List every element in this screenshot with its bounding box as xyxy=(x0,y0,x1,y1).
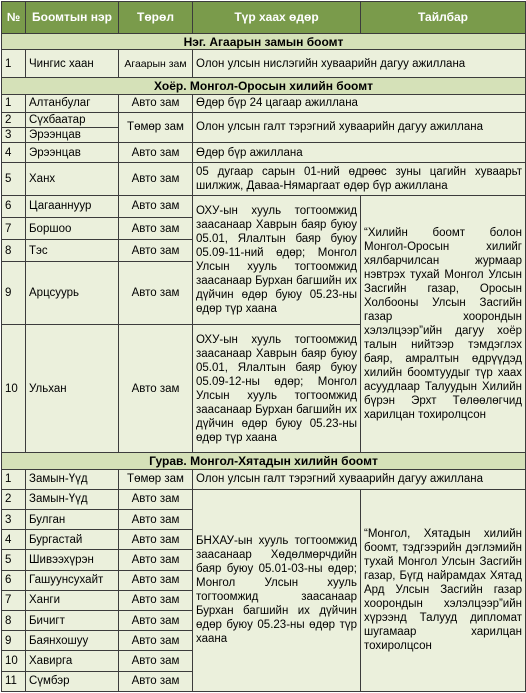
header-note: Тайлбар xyxy=(361,2,526,34)
row-time: Өдөр бүр 24 цагаар ажиллана xyxy=(193,94,526,112)
table-row xyxy=(2,143,526,163)
row-name: Шивээхүрэн xyxy=(26,550,119,570)
row-type: Авто зам xyxy=(119,143,193,163)
row-type: Авто зам xyxy=(119,509,193,529)
section-title: Нэг. Агаарын замын боомт xyxy=(2,34,526,50)
row-time: Олон улсын галт тэрэгний хуваарийн дагуу ажиллана xyxy=(193,112,526,142)
row-type: Авто зам xyxy=(119,163,193,195)
row-type: Авто зам xyxy=(119,489,193,509)
row-time: БНХАУ-ын хууль тогтоомжид заасанаар Хөдөлмөрчдийн баяр буюу 05.01-03-ны өдөр; Монгол Улсын хууль тогтоомжид заасанаар Бурхан багшийн их дүйчин өдөр буюу 05.23-ны өдөр түр хаана xyxy=(193,489,361,691)
note-china: “Монгол, Хятадын хилийн боомт, тэдгээрийн дэглэмийн тухай Монгол Улсын Засгийн газар, Бүгд найрамдах Хятад Ард Улсын Засгийн газар хоорондын хэлэлцээр”ийн хүрээнд Талууд дипломат шугамаар харилцан тохиролцсон xyxy=(361,489,526,691)
row-name: Ханги xyxy=(26,590,119,610)
row-name: Сүмбэр xyxy=(26,671,119,691)
row-no: 4 xyxy=(2,530,26,550)
row-name: Цагааннуур xyxy=(26,195,119,217)
row-no: 9 xyxy=(2,631,26,651)
row-type: Авто зам xyxy=(119,611,193,631)
row-no: 10 xyxy=(2,651,26,671)
row-name: Сүхбаатар xyxy=(26,112,119,127)
header-type: Төрөл xyxy=(119,2,193,34)
row-no: 10 xyxy=(2,325,26,453)
row-type: Авто зам xyxy=(119,217,193,239)
row-name: Ханх xyxy=(26,163,119,195)
row-no: 3 xyxy=(2,509,26,529)
row-time: ОХУ-ын хууль тогтоомжид заасанаар Хаврын баяр буюу 05.01, Ялалтын баяр буюу 05.09-11-ний өдөр; Монгол Улсын хууль тогтоомжид заасанаар Бурхан багшийн их дүйчин өдөр буюу 05.23-ны өдөр түр хаана xyxy=(193,195,361,324)
table-row xyxy=(2,163,526,195)
row-type: Авто зам xyxy=(119,240,193,262)
row-no: 5 xyxy=(2,163,26,195)
row-no: 6 xyxy=(2,570,26,590)
row-type: Авто зам xyxy=(119,262,193,325)
row-name: Бургастай xyxy=(26,530,119,550)
row-name: Гашуунсухайт xyxy=(26,570,119,590)
row-type: Авто зам xyxy=(119,550,193,570)
row-no: 11 xyxy=(2,671,26,691)
row-no: 6 xyxy=(2,195,26,217)
section-title: Гурав. Монгол-Хятадын хилийн боомт xyxy=(2,453,526,469)
row-type: Авто зам xyxy=(119,570,193,590)
row-time: 05 дугаар сарын 01-ний өдрөөс зуны цагийн хуваарьт шилжиж, Даваа-Нямаргаат өдөр бүр ажиллана xyxy=(193,163,526,195)
row-type: Төмөр зам xyxy=(119,112,193,142)
row-type: Авто зам xyxy=(119,94,193,112)
row-name: Эрээнцав xyxy=(26,143,119,163)
row-name: Бичигт xyxy=(26,611,119,631)
border-crossing-table xyxy=(1,1,526,692)
row-no: 1 xyxy=(2,94,26,112)
row-type: Авто зам xyxy=(119,195,193,217)
row-no: 1 xyxy=(2,50,26,78)
row-no: 7 xyxy=(2,590,26,610)
row-name: Замын-Үүд xyxy=(26,469,119,489)
section-row xyxy=(2,34,526,50)
row-name: Тэс xyxy=(26,240,119,262)
header-name: Боомтын нэр xyxy=(26,2,119,34)
row-time: Олон улсын галт тэрэгний хуваарийн дагуу ажиллана xyxy=(193,469,526,489)
row-name: Хавирга xyxy=(26,651,119,671)
table-row xyxy=(2,94,526,112)
row-type: Авто зам xyxy=(119,631,193,651)
note-russia: “Хилийн боомт болон Монгол-Оросын хилийг хялбарчилсан журмаар нэвтрэх тухай Монгол Улсын Засгийн газар, Оросын Холбооны Улсын Засгийн газар хоорондын хэлэлцээр”ийн дагуу хоёр талын нийтээр тэмдэглэх баяр, амралтын өдрүүдэд хилийн боомтуудыг түр хаах асуудлаар Талуудын Хилийн бүрэн Эрхт Төлөөлөгчид харилцан тохиролцсон xyxy=(361,195,526,453)
table-row xyxy=(2,195,526,217)
table-row xyxy=(2,469,526,489)
row-time: ОХУ-ын хууль тогтоомжид заасанаар Хаврын баяр буюу 05.01, Ялалтын баяр буюу 05.09-12-ны өдөр; Монгол Улсын хууль тогтоомжид заасанаар Бурхан багшийн их дүйчин өдөр буюу 05.23-ны өдөр түр хаана xyxy=(193,325,361,453)
row-name: Чингис хаан xyxy=(26,50,119,78)
row-type: Төмөр зам xyxy=(119,469,193,489)
row-time: Өдөр бүр ажиллана xyxy=(193,143,526,163)
table-row xyxy=(2,489,526,509)
row-type: Авто зам xyxy=(119,671,193,691)
row-name: Замын-Үүд xyxy=(26,489,119,509)
row-no: 1 xyxy=(2,469,26,489)
row-type: Агаарын зам xyxy=(119,50,193,78)
row-type: Авто зам xyxy=(119,530,193,550)
section-title: Хоёр. Монгол-Оросын хилийн боомт xyxy=(2,78,526,94)
row-no: 9 xyxy=(2,262,26,325)
section-row xyxy=(2,453,526,469)
row-no: 5 xyxy=(2,550,26,570)
header-no: № xyxy=(2,2,26,34)
row-no: 7 xyxy=(2,217,26,239)
row-name: Алтанбулаг xyxy=(26,94,119,112)
row-no: 8 xyxy=(2,240,26,262)
row-name: Булган xyxy=(26,509,119,529)
row-no: 2 xyxy=(2,112,26,127)
row-no: 4 xyxy=(2,143,26,163)
table-row xyxy=(2,50,526,78)
row-name: Эрээнцав xyxy=(26,127,119,142)
table-row xyxy=(2,112,526,127)
row-no: 3 xyxy=(2,127,26,142)
section-row xyxy=(2,78,526,94)
row-time: Олон улсын нислэгийн хуваарийн дагуу ажиллана xyxy=(193,50,526,78)
header-row xyxy=(2,2,526,34)
row-name: Ульхан xyxy=(26,325,119,453)
row-name: Баянхошуу xyxy=(26,631,119,651)
row-no: 8 xyxy=(2,611,26,631)
row-no: 2 xyxy=(2,489,26,509)
row-type: Авто зам xyxy=(119,651,193,671)
row-type: Авто зам xyxy=(119,325,193,453)
row-type: Авто зам xyxy=(119,590,193,610)
row-name: Арцсуурь xyxy=(26,262,119,325)
row-name: Боршоо xyxy=(26,217,119,239)
header-time: Түр хаах өдөр xyxy=(193,2,361,34)
